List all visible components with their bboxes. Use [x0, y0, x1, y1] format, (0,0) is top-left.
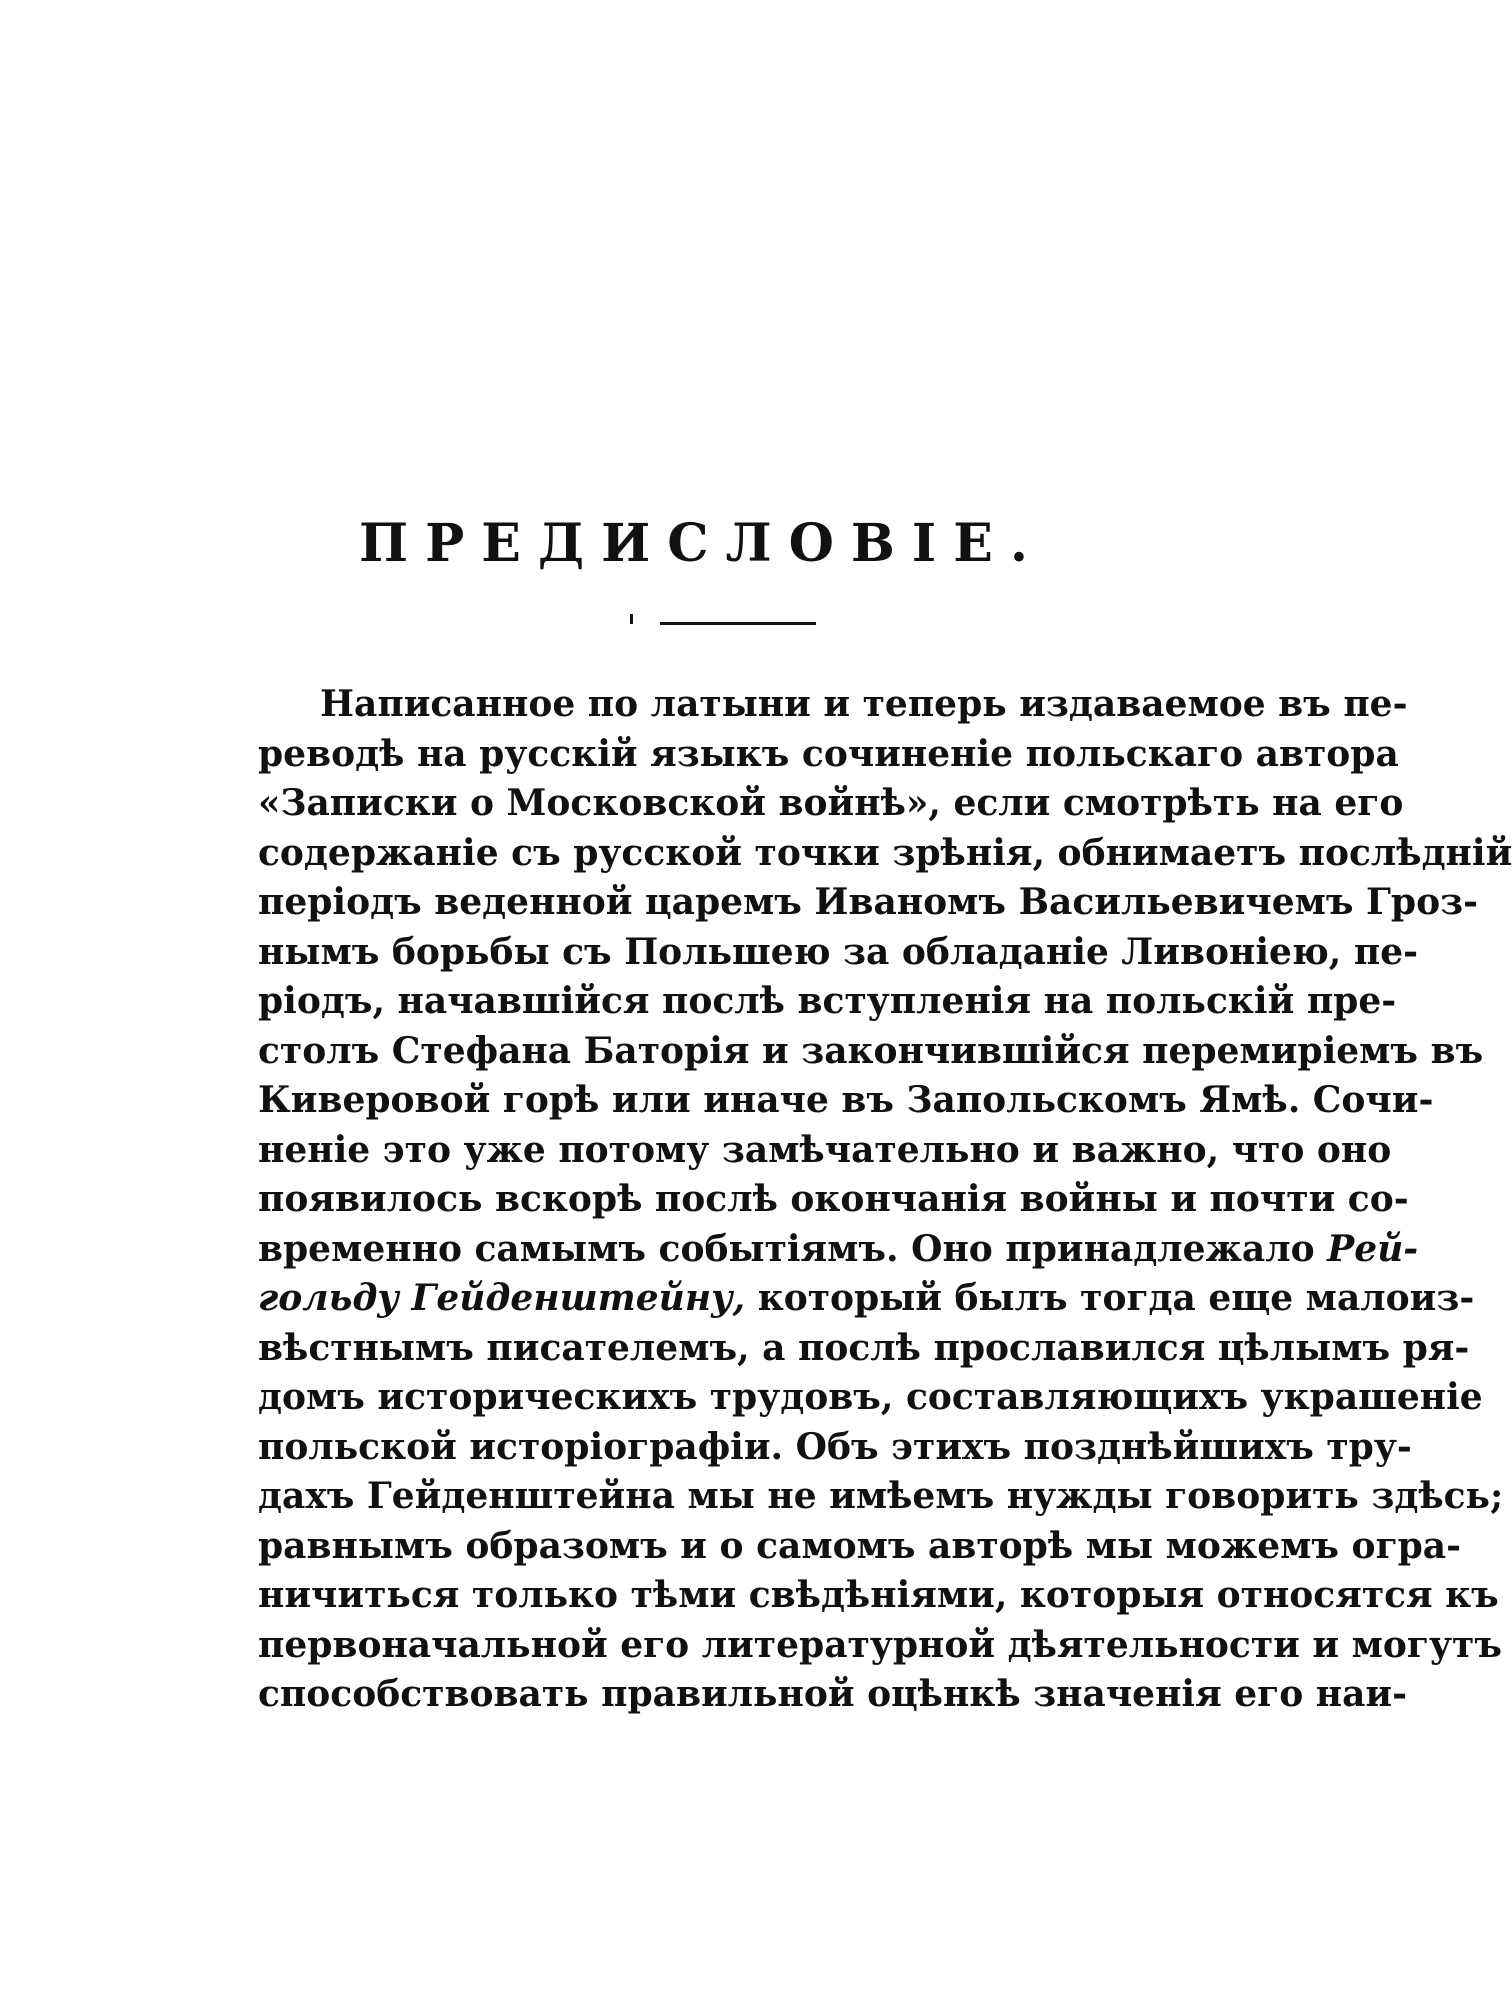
italic-segment: Рей- — [1327, 1227, 1419, 1270]
text-line: неніе это уже потому замѣчательно и важно, что оно — [258, 1128, 1392, 1171]
ornament-tick — [630, 614, 633, 624]
text-line: Написанное по латыни и теперь издаваемое въ пе- — [320, 683, 1408, 725]
text-line: реводѣ на русскій языкъ сочиненіе польскаго автора — [258, 732, 1399, 775]
text-line: Киверовой горѣ или иначе въ Запольскомъ Ямѣ. Сочи- — [258, 1079, 1434, 1121]
text-line: столъ Стефана Баторія и закончившійся перемиріемъ въ — [258, 1029, 1484, 1072]
text-line: нымъ борьбы съ Польшею за обладаніе Ливоніею, пе- — [258, 930, 1419, 973]
text-line: ничиться только тѣми свѣдѣніями, которыя относятся къ — [258, 1574, 1499, 1616]
text-line: періодъ веденной царемъ Иваномъ Васильевичемъ Гроз- — [258, 881, 1479, 923]
body-text — [258, 680, 1512, 1720]
title-divider — [660, 622, 816, 625]
text-line: ріодъ, начавшійся послѣ вступленія на польскій пре- — [258, 980, 1397, 1022]
italic-segment: гольду Гейденштейну, — [258, 1277, 746, 1319]
text-line: дахъ Гейденштейна мы не имѣемъ нужды говорить здѣсь; — [258, 1475, 1504, 1517]
text-line: содержаніе съ русской точки зрѣнія, обнимаетъ послѣдній — [258, 831, 1512, 874]
text-line: домъ историческихъ трудовъ, составляющихъ украшеніе — [258, 1376, 1483, 1418]
text-line: вѣстнымъ писателемъ, а послѣ прославился цѣлымъ ря- — [258, 1326, 1470, 1369]
text-line: первоначальной его литературной дѣятельности и могутъ — [258, 1623, 1502, 1666]
text-line: равнымъ образомъ и о самомъ авторѣ мы можемъ огра- — [258, 1524, 1462, 1567]
text-line: появилось вскорѣ послѣ окончанія войны и почти со- — [258, 1178, 1409, 1220]
text-line: способствовать правильной оцѣнкѣ значенія его наи- — [258, 1673, 1408, 1715]
text-line: «Записки о Московской войнѣ», если смотрѣть на его — [258, 782, 1404, 824]
page-title: ПРЕДИСЛОВІЕ. — [359, 513, 1045, 574]
text-segment: временно самымъ событіямъ. Оно принадлежало — [258, 1227, 1315, 1270]
text-line-with-italic — [258, 1274, 1475, 1324]
text-line-with-italic — [258, 1225, 1419, 1275]
text-line: польской исторіографіи. Объ этихъ позднѣйшихъ тру- — [258, 1425, 1412, 1468]
text-segment: который былъ тогда еще малоиз- — [745, 1277, 1475, 1319]
